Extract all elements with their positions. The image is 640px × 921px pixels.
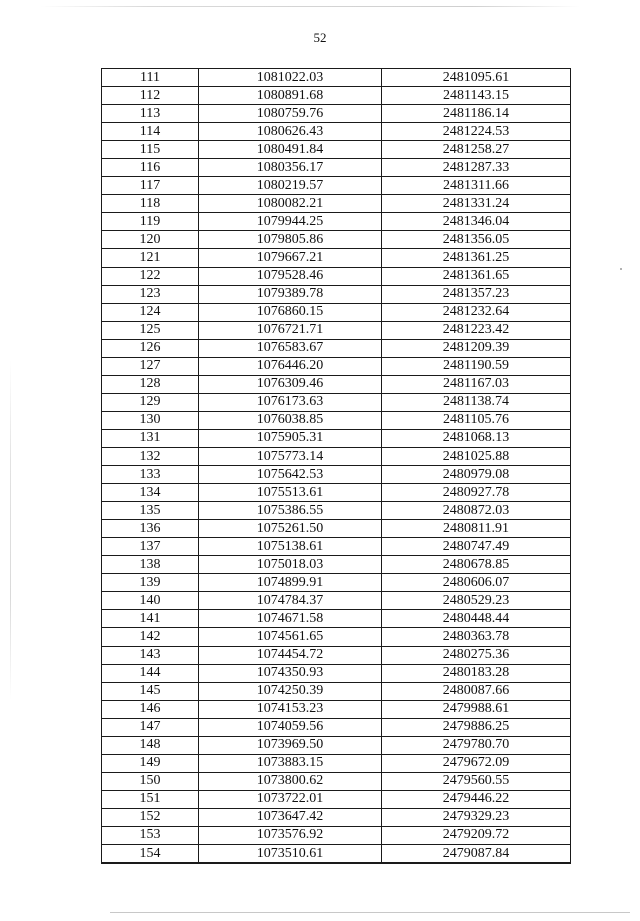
point-number-cell: 152 (102, 808, 199, 826)
table-row (102, 267, 571, 285)
point-number-cell: 147 (102, 718, 199, 736)
table-row (102, 375, 571, 393)
x-coordinate-cell: 1074561.65 (199, 628, 382, 646)
y-coordinate-cell: 2481143.15 (382, 87, 571, 105)
table-row (102, 574, 571, 592)
y-coordinate-cell: 2481356.05 (382, 231, 571, 249)
y-coordinate-cell: 2481138.74 (382, 393, 571, 411)
x-coordinate-cell: 1075773.14 (199, 447, 382, 465)
y-coordinate-cell: 2481331.24 (382, 195, 571, 213)
table-row (102, 628, 571, 646)
point-number-cell: 127 (102, 357, 199, 375)
table-row (102, 610, 571, 628)
y-coordinate-cell: 2479087.84 (382, 845, 571, 864)
table-row (102, 700, 571, 718)
table-row (102, 105, 571, 123)
x-coordinate-cell: 1079805.86 (199, 231, 382, 249)
table-row (102, 845, 571, 864)
y-coordinate-cell: 2481357.23 (382, 285, 571, 303)
point-number-cell: 129 (102, 393, 199, 411)
table-row (102, 249, 571, 267)
x-coordinate-cell: 1074059.56 (199, 718, 382, 736)
x-coordinate-cell: 1073510.61 (199, 845, 382, 864)
y-coordinate-cell: 2481361.65 (382, 267, 571, 285)
y-coordinate-cell: 2480363.78 (382, 628, 571, 646)
y-coordinate-cell: 2481346.04 (382, 213, 571, 231)
table-row (102, 718, 571, 736)
x-coordinate-cell: 1080891.68 (199, 87, 382, 105)
point-number-cell: 124 (102, 303, 199, 321)
point-number-cell: 116 (102, 159, 199, 177)
y-coordinate-cell: 2479780.70 (382, 736, 571, 754)
table-row (102, 484, 571, 502)
y-coordinate-cell: 2481209.39 (382, 339, 571, 357)
y-coordinate-cell: 2480927.78 (382, 484, 571, 502)
x-coordinate-cell: 1080219.57 (199, 177, 382, 195)
y-coordinate-cell: 2481224.53 (382, 123, 571, 141)
point-number-cell: 119 (102, 213, 199, 231)
table-row (102, 303, 571, 321)
y-coordinate-cell: 2480678.85 (382, 556, 571, 574)
x-coordinate-cell: 1079528.46 (199, 267, 382, 285)
y-coordinate-cell: 2480872.03 (382, 502, 571, 520)
point-number-cell: 153 (102, 826, 199, 844)
table-row (102, 520, 571, 538)
point-number-cell: 132 (102, 447, 199, 465)
point-number-cell: 139 (102, 574, 199, 592)
y-coordinate-cell: 2480979.08 (382, 466, 571, 484)
y-coordinate-cell: 2479560.55 (382, 772, 571, 790)
point-number-cell: 143 (102, 646, 199, 664)
point-number-cell: 122 (102, 267, 199, 285)
x-coordinate-cell: 1075642.53 (199, 466, 382, 484)
x-coordinate-cell: 1076446.20 (199, 357, 382, 375)
point-number-cell: 126 (102, 339, 199, 357)
y-coordinate-cell: 2481186.14 (382, 105, 571, 123)
point-number-cell: 133 (102, 466, 199, 484)
x-coordinate-cell: 1074784.37 (199, 592, 382, 610)
point-number-cell: 114 (102, 123, 199, 141)
point-number-cell: 145 (102, 682, 199, 700)
y-coordinate-cell: 2480606.07 (382, 574, 571, 592)
y-coordinate-cell: 2480747.49 (382, 538, 571, 556)
table-row (102, 502, 571, 520)
x-coordinate-cell: 1075018.03 (199, 556, 382, 574)
y-coordinate-cell: 2481223.42 (382, 321, 571, 339)
x-coordinate-cell: 1079667.21 (199, 249, 382, 267)
point-number-cell: 112 (102, 87, 199, 105)
x-coordinate-cell: 1076860.15 (199, 303, 382, 321)
table-row (102, 195, 571, 213)
x-coordinate-cell: 1074350.93 (199, 664, 382, 682)
table-row (102, 447, 571, 465)
x-coordinate-cell: 1074671.58 (199, 610, 382, 628)
coordinates-table (101, 68, 571, 864)
table-row (102, 466, 571, 484)
point-number-cell: 115 (102, 141, 199, 159)
y-coordinate-cell: 2479209.72 (382, 826, 571, 844)
table-row (102, 411, 571, 429)
table-row (102, 736, 571, 754)
point-number-cell: 136 (102, 520, 199, 538)
x-coordinate-cell: 1081022.03 (199, 69, 382, 87)
point-number-cell: 130 (102, 411, 199, 429)
x-coordinate-cell: 1074250.39 (199, 682, 382, 700)
table-row (102, 87, 571, 105)
x-coordinate-cell: 1076038.85 (199, 411, 382, 429)
page-number: 52 (313, 30, 327, 45)
table-row (102, 556, 571, 574)
point-number-cell: 117 (102, 177, 199, 195)
scan-edge-bottom (110, 912, 630, 913)
point-number-cell: 141 (102, 610, 199, 628)
y-coordinate-cell: 2481095.61 (382, 69, 571, 87)
y-coordinate-cell: 2480529.23 (382, 592, 571, 610)
point-number-cell: 154 (102, 845, 199, 864)
y-coordinate-cell: 2481311.66 (382, 177, 571, 195)
x-coordinate-cell: 1080491.84 (199, 141, 382, 159)
x-coordinate-cell: 1079389.78 (199, 285, 382, 303)
x-coordinate-cell: 1080626.43 (199, 123, 382, 141)
y-coordinate-cell: 2481232.64 (382, 303, 571, 321)
x-coordinate-cell: 1074899.91 (199, 574, 382, 592)
scan-speck (620, 268, 622, 270)
table-row (102, 754, 571, 772)
scan-edge-top (40, 6, 580, 7)
table-row (102, 339, 571, 357)
x-coordinate-cell: 1073647.42 (199, 808, 382, 826)
x-coordinate-cell: 1073883.15 (199, 754, 382, 772)
point-number-cell: 131 (102, 429, 199, 447)
table-row (102, 393, 571, 411)
x-coordinate-cell: 1073800.62 (199, 772, 382, 790)
point-number-cell: 142 (102, 628, 199, 646)
point-number-cell: 125 (102, 321, 199, 339)
point-number-cell: 120 (102, 231, 199, 249)
x-coordinate-cell: 1080082.21 (199, 195, 382, 213)
y-coordinate-cell: 2481190.59 (382, 357, 571, 375)
y-coordinate-cell: 2481361.25 (382, 249, 571, 267)
y-coordinate-cell: 2479886.25 (382, 718, 571, 736)
point-number-cell: 135 (102, 502, 199, 520)
y-coordinate-cell: 2481105.76 (382, 411, 571, 429)
x-coordinate-cell: 1080759.76 (199, 105, 382, 123)
y-coordinate-cell: 2481258.27 (382, 141, 571, 159)
y-coordinate-cell: 2479446.22 (382, 790, 571, 808)
y-coordinate-cell: 2481025.88 (382, 447, 571, 465)
y-coordinate-cell: 2481287.33 (382, 159, 571, 177)
x-coordinate-cell: 1079944.25 (199, 213, 382, 231)
table-row (102, 790, 571, 808)
x-coordinate-cell: 1073576.92 (199, 826, 382, 844)
y-coordinate-cell: 2479672.09 (382, 754, 571, 772)
table-row (102, 357, 571, 375)
y-coordinate-cell: 2479988.61 (382, 700, 571, 718)
point-number-cell: 144 (102, 664, 199, 682)
x-coordinate-cell: 1076309.46 (199, 375, 382, 393)
y-coordinate-cell: 2481068.13 (382, 429, 571, 447)
table-row (102, 646, 571, 664)
table-row (102, 429, 571, 447)
table-row (102, 123, 571, 141)
point-number-cell: 113 (102, 105, 199, 123)
point-number-cell: 111 (102, 69, 199, 87)
x-coordinate-cell: 1074153.23 (199, 700, 382, 718)
table-row (102, 141, 571, 159)
point-number-cell: 148 (102, 736, 199, 754)
y-coordinate-cell: 2480448.44 (382, 610, 571, 628)
table-row (102, 285, 571, 303)
x-coordinate-cell: 1075386.55 (199, 502, 382, 520)
table-row (102, 538, 571, 556)
table-row (102, 592, 571, 610)
x-coordinate-cell: 1080356.17 (199, 159, 382, 177)
table-row (102, 177, 571, 195)
y-coordinate-cell: 2480811.91 (382, 520, 571, 538)
table-row (102, 321, 571, 339)
coordinates-table-body (102, 69, 571, 864)
x-coordinate-cell: 1076583.67 (199, 339, 382, 357)
table-row (102, 231, 571, 249)
point-number-cell: 138 (102, 556, 199, 574)
point-number-cell: 151 (102, 790, 199, 808)
point-number-cell: 149 (102, 754, 199, 772)
point-number-cell: 121 (102, 249, 199, 267)
point-number-cell: 150 (102, 772, 199, 790)
table-row (102, 159, 571, 177)
table-row (102, 772, 571, 790)
x-coordinate-cell: 1075513.61 (199, 484, 382, 502)
table-row (102, 826, 571, 844)
table-row (102, 808, 571, 826)
table-row (102, 69, 571, 87)
point-number-cell: 146 (102, 700, 199, 718)
point-number-cell: 118 (102, 195, 199, 213)
x-coordinate-cell: 1075905.31 (199, 429, 382, 447)
table-row (102, 682, 571, 700)
point-number-cell: 134 (102, 484, 199, 502)
point-number-cell: 123 (102, 285, 199, 303)
point-number-cell: 140 (102, 592, 199, 610)
point-number-cell: 137 (102, 538, 199, 556)
x-coordinate-cell: 1075138.61 (199, 538, 382, 556)
y-coordinate-cell: 2480275.36 (382, 646, 571, 664)
x-coordinate-cell: 1073969.50 (199, 736, 382, 754)
x-coordinate-cell: 1073722.01 (199, 790, 382, 808)
point-number-cell: 128 (102, 375, 199, 393)
y-coordinate-cell: 2479329.23 (382, 808, 571, 826)
x-coordinate-cell: 1076173.63 (199, 393, 382, 411)
table-row (102, 664, 571, 682)
table-row (102, 213, 571, 231)
x-coordinate-cell: 1074454.72 (199, 646, 382, 664)
y-coordinate-cell: 2480183.28 (382, 664, 571, 682)
x-coordinate-cell: 1075261.50 (199, 520, 382, 538)
x-coordinate-cell: 1076721.71 (199, 321, 382, 339)
scan-edge-left (10, 360, 11, 700)
y-coordinate-cell: 2480087.66 (382, 682, 571, 700)
y-coordinate-cell: 2481167.03 (382, 375, 571, 393)
